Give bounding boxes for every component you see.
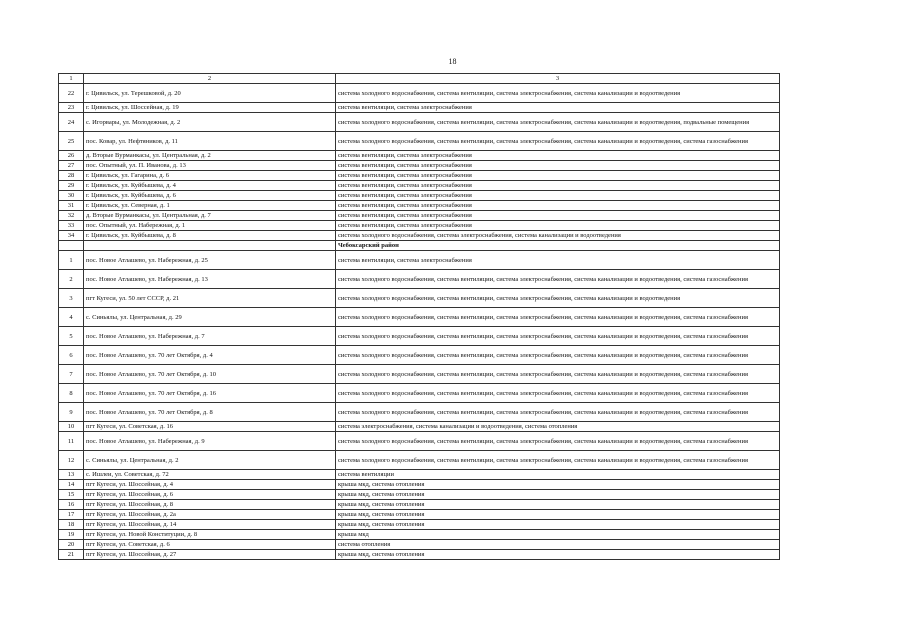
- row-systems: система холодного водоснабжения, система вентиляции, система электроснабжения, система канализации и водоотведения: [336, 289, 780, 308]
- row-systems: крыша мкд, система отопления: [336, 520, 780, 530]
- row-number: 8: [59, 384, 84, 403]
- row-address: пос. Новое Атлашево, ул. Набережная, д. 7: [84, 327, 336, 346]
- table-row: [59, 327, 780, 346]
- table-row: [59, 171, 780, 181]
- row-address: г. Цивильск, ул. Куйбышева, д. 6: [84, 191, 336, 201]
- row-systems: система холодного водоснабжения, система вентиляции, система электроснабжения, система канализации и водоотведения, система газоснабжения: [336, 132, 780, 151]
- section-row: [59, 241, 780, 251]
- table-row: [59, 132, 780, 151]
- table-row: [59, 231, 780, 241]
- table-row: [59, 103, 780, 113]
- row-address: пос. Новое Атлашево, ул. Набережная, д. 25: [84, 251, 336, 270]
- row-systems: система вентиляции, система электроснабжения: [336, 171, 780, 181]
- row-number: 16: [59, 500, 84, 510]
- row-address: с. Игорвары, ул. Молодежная, д. 2: [84, 113, 336, 132]
- row-systems: система вентиляции, система электроснабжения: [336, 161, 780, 171]
- table-row: [59, 451, 780, 470]
- table-row: [59, 540, 780, 550]
- table-row: [59, 161, 780, 171]
- row-address: пос. Новое Атлашево, ул. 70 лет Октября, д. 4: [84, 346, 336, 365]
- row-number: 31: [59, 201, 84, 211]
- row-number: 10: [59, 422, 84, 432]
- row-address: с. Ишлеи, ул. Советская, д. 72: [84, 470, 336, 480]
- row-address: пгт Кугеси, ул. Шоссейная, д. 14: [84, 520, 336, 530]
- row-number: 26: [59, 151, 84, 161]
- row-number: 3: [59, 289, 84, 308]
- table-row: [59, 221, 780, 231]
- row-systems: система холодного водоснабжения, система вентиляции, система электроснабжения, система канализации и водоотведения, система газоснабжения: [336, 384, 780, 403]
- row-systems: система холодного водоснабжения, система вентиляции, система электроснабжения, система канализации и водоотведения: [336, 84, 780, 103]
- table-row: [59, 550, 780, 560]
- table-row: [59, 191, 780, 201]
- row-systems: крыша мкд, система отопления: [336, 550, 780, 560]
- section-empty-cell: [84, 241, 336, 251]
- row-number: 6: [59, 346, 84, 365]
- row-address: пос. Опытный, ул. Набережная, д. 1: [84, 221, 336, 231]
- row-number: 2: [59, 270, 84, 289]
- row-number: 7: [59, 365, 84, 384]
- table-row: [59, 308, 780, 327]
- table-row: [59, 500, 780, 510]
- row-address: с. Синьялы, ул. Центральная, д. 2: [84, 451, 336, 470]
- row-number: 21: [59, 550, 84, 560]
- row-systems: система холодного водоснабжения, система вентиляции, система электроснабжения, система канализации и водоотведения, система газоснабжения: [336, 432, 780, 451]
- table-row: [59, 151, 780, 161]
- row-number: 30: [59, 191, 84, 201]
- row-systems: система вентиляции, система электроснабжения: [336, 221, 780, 231]
- header-col-2: 2: [84, 74, 336, 84]
- table-row: [59, 403, 780, 422]
- row-number: 27: [59, 161, 84, 171]
- row-number: 14: [59, 480, 84, 490]
- row-number: 4: [59, 308, 84, 327]
- row-systems: система вентиляции, система электроснабжения: [336, 251, 780, 270]
- row-systems: крыша мкд, система отопления: [336, 500, 780, 510]
- row-number: 22: [59, 84, 84, 103]
- row-address: пгт Кугеси, ул. Шоссейная, д. 27: [84, 550, 336, 560]
- row-systems: система холодного водоснабжения, система вентиляции, система электроснабжения, система канализации и водоотведения, система газоснабжения: [336, 451, 780, 470]
- table-row: [59, 480, 780, 490]
- table-row: [59, 422, 780, 432]
- row-systems: крыша мкд, система отопления: [336, 510, 780, 520]
- row-address: пос. Новое Атлашево, ул. Набережная, д. 13: [84, 270, 336, 289]
- row-number: 19: [59, 530, 84, 540]
- row-systems: система вентиляции, система электроснабжения: [336, 211, 780, 221]
- table-row: [59, 211, 780, 221]
- row-systems: система холодного водоснабжения, система вентиляции, система электроснабжения, система канализации и водоотведения, система газоснабжения: [336, 346, 780, 365]
- row-address: пгт Кугеси, ул. Советская, д. 6: [84, 540, 336, 550]
- row-number: 25: [59, 132, 84, 151]
- row-address: г. Цивильск, ул. Терешковой, д. 20: [84, 84, 336, 103]
- row-number: 24: [59, 113, 84, 132]
- row-systems: система холодного водоснабжения, система вентиляции, система электроснабжения, система канализации и водоотведения, система газоснабжения: [336, 365, 780, 384]
- row-number: 17: [59, 510, 84, 520]
- row-number: 5: [59, 327, 84, 346]
- table-body: [59, 74, 780, 560]
- table-row: [59, 470, 780, 480]
- row-address: с. Синьялы, ул. Центральная, д. 29: [84, 308, 336, 327]
- row-address: г. Цивильск, ул. Шоссейная, д. 19: [84, 103, 336, 113]
- row-systems: система отопления: [336, 540, 780, 550]
- row-systems: система холодного водоснабжения, система вентиляции, система электроснабжения, система канализации и водоотведения, система газоснабжения: [336, 327, 780, 346]
- row-number: 18: [59, 520, 84, 530]
- row-number: 28: [59, 171, 84, 181]
- table-row: [59, 490, 780, 500]
- row-systems: система электроснабжения, система канализации и водоотведения, система отопления: [336, 422, 780, 432]
- row-number: 33: [59, 221, 84, 231]
- objects-table: [58, 73, 780, 560]
- row-address: пгт Кугеси, ул. Новой Конституции, д. 8: [84, 530, 336, 540]
- header-col-1: 1: [59, 74, 84, 84]
- row-systems: крыша мкд: [336, 530, 780, 540]
- table-row: [59, 84, 780, 103]
- table-row: [59, 346, 780, 365]
- table-row: [59, 251, 780, 270]
- row-address: пос. Опытный, ул. П. Иванова, д. 13: [84, 161, 336, 171]
- table-row: [59, 520, 780, 530]
- row-systems: система холодного водоснабжения, система вентиляции, система электроснабжения, система канализации и водоотведения, система газоснабжения: [336, 270, 780, 289]
- section-empty-cell: [59, 241, 84, 251]
- row-systems: система вентиляции, система электроснабжения: [336, 103, 780, 113]
- row-address: г. Цивильск, ул. Северная, д. 1: [84, 201, 336, 211]
- row-number: 13: [59, 470, 84, 480]
- row-address: пос. Новое Атлашево, ул. 70 лет Октября, д. 16: [84, 384, 336, 403]
- row-systems: крыша мкд, система отопления: [336, 480, 780, 490]
- table-row: [59, 384, 780, 403]
- row-number: 15: [59, 490, 84, 500]
- table-row: [59, 530, 780, 540]
- row-systems: система холодного водоснабжения, система вентиляции, система электроснабжения, система канализации и водоотведения, подвальные помещения: [336, 113, 780, 132]
- row-systems: система вентиляции, система электроснабжения: [336, 191, 780, 201]
- row-address: г. Цивильск, ул. Гагарина, д. 6: [84, 171, 336, 181]
- table-row: [59, 270, 780, 289]
- row-number: 11: [59, 432, 84, 451]
- row-address: пос. Новое Атлашево, ул. Набережная, д. 9: [84, 432, 336, 451]
- table-row: [59, 201, 780, 211]
- row-address: пос. Ковар, ул. Нефтяников, д. 11: [84, 132, 336, 151]
- row-address: пос. Новое Атлашево, ул. 70 лет Октября, д. 8: [84, 403, 336, 422]
- row-address: пгт Кугеси, ул. Шоссейная, д. 4: [84, 480, 336, 490]
- row-number: 9: [59, 403, 84, 422]
- row-number: 34: [59, 231, 84, 241]
- row-number: 20: [59, 540, 84, 550]
- row-systems: система холодного водоснабжения, система вентиляции, система электроснабжения, система канализации и водоотведения, система газоснабжения: [336, 308, 780, 327]
- header-col-3: 3: [336, 74, 780, 84]
- row-systems: крыша мкд, система отопления: [336, 490, 780, 500]
- row-address: д. Вторые Вурманкасы, ул. Центральная, д. 7: [84, 211, 336, 221]
- row-address: пос. Новое Атлашево, ул. 70 лет Октября, д. 10: [84, 365, 336, 384]
- row-address: д. Вторые Вурманкасы, ул. Центральная, д. 2: [84, 151, 336, 161]
- table-row: [59, 181, 780, 191]
- row-address: г. Цивильск, ул. Куйбышева, д. 4: [84, 181, 336, 191]
- row-address: г. Цивильск, ул. Куйбышева, д. 8: [84, 231, 336, 241]
- row-address: пгт Кугеси, ул. 50 лет СССР, д. 21: [84, 289, 336, 308]
- table-row: [59, 510, 780, 520]
- row-systems: система холодного водоснабжения, система электроснабжения, система канализации и водоотведения: [336, 231, 780, 241]
- row-systems: система вентиляции, система электроснабжения: [336, 201, 780, 211]
- row-address: пгт Кугеси, ул. Шоссейная, д. 6: [84, 490, 336, 500]
- row-systems: система холодного водоснабжения, система вентиляции, система электроснабжения, система канализации и водоотведения, система газоснабжения: [336, 403, 780, 422]
- page-number: 18: [448, 57, 457, 66]
- row-number: 1: [59, 251, 84, 270]
- table-header-row: [59, 74, 780, 84]
- row-address: пгт Кугеси, ул. Шоссейная, д. 2а: [84, 510, 336, 520]
- row-number: 12: [59, 451, 84, 470]
- row-systems: система вентиляции: [336, 470, 780, 480]
- table-row: [59, 432, 780, 451]
- row-number: 23: [59, 103, 84, 113]
- table-row: [59, 289, 780, 308]
- row-address: пгт Кугеси, ул. Шоссейная, д. 8: [84, 500, 336, 510]
- section-title: Чебоксарский район: [336, 241, 780, 251]
- table-row: [59, 113, 780, 132]
- row-address: пгт Кугеси, ул. Советская, д. 16: [84, 422, 336, 432]
- row-systems: система вентиляции, система электроснабжения: [336, 151, 780, 161]
- row-number: 29: [59, 181, 84, 191]
- table-row: [59, 365, 780, 384]
- row-number: 32: [59, 211, 84, 221]
- row-systems: система вентиляции, система электроснабжения: [336, 181, 780, 191]
